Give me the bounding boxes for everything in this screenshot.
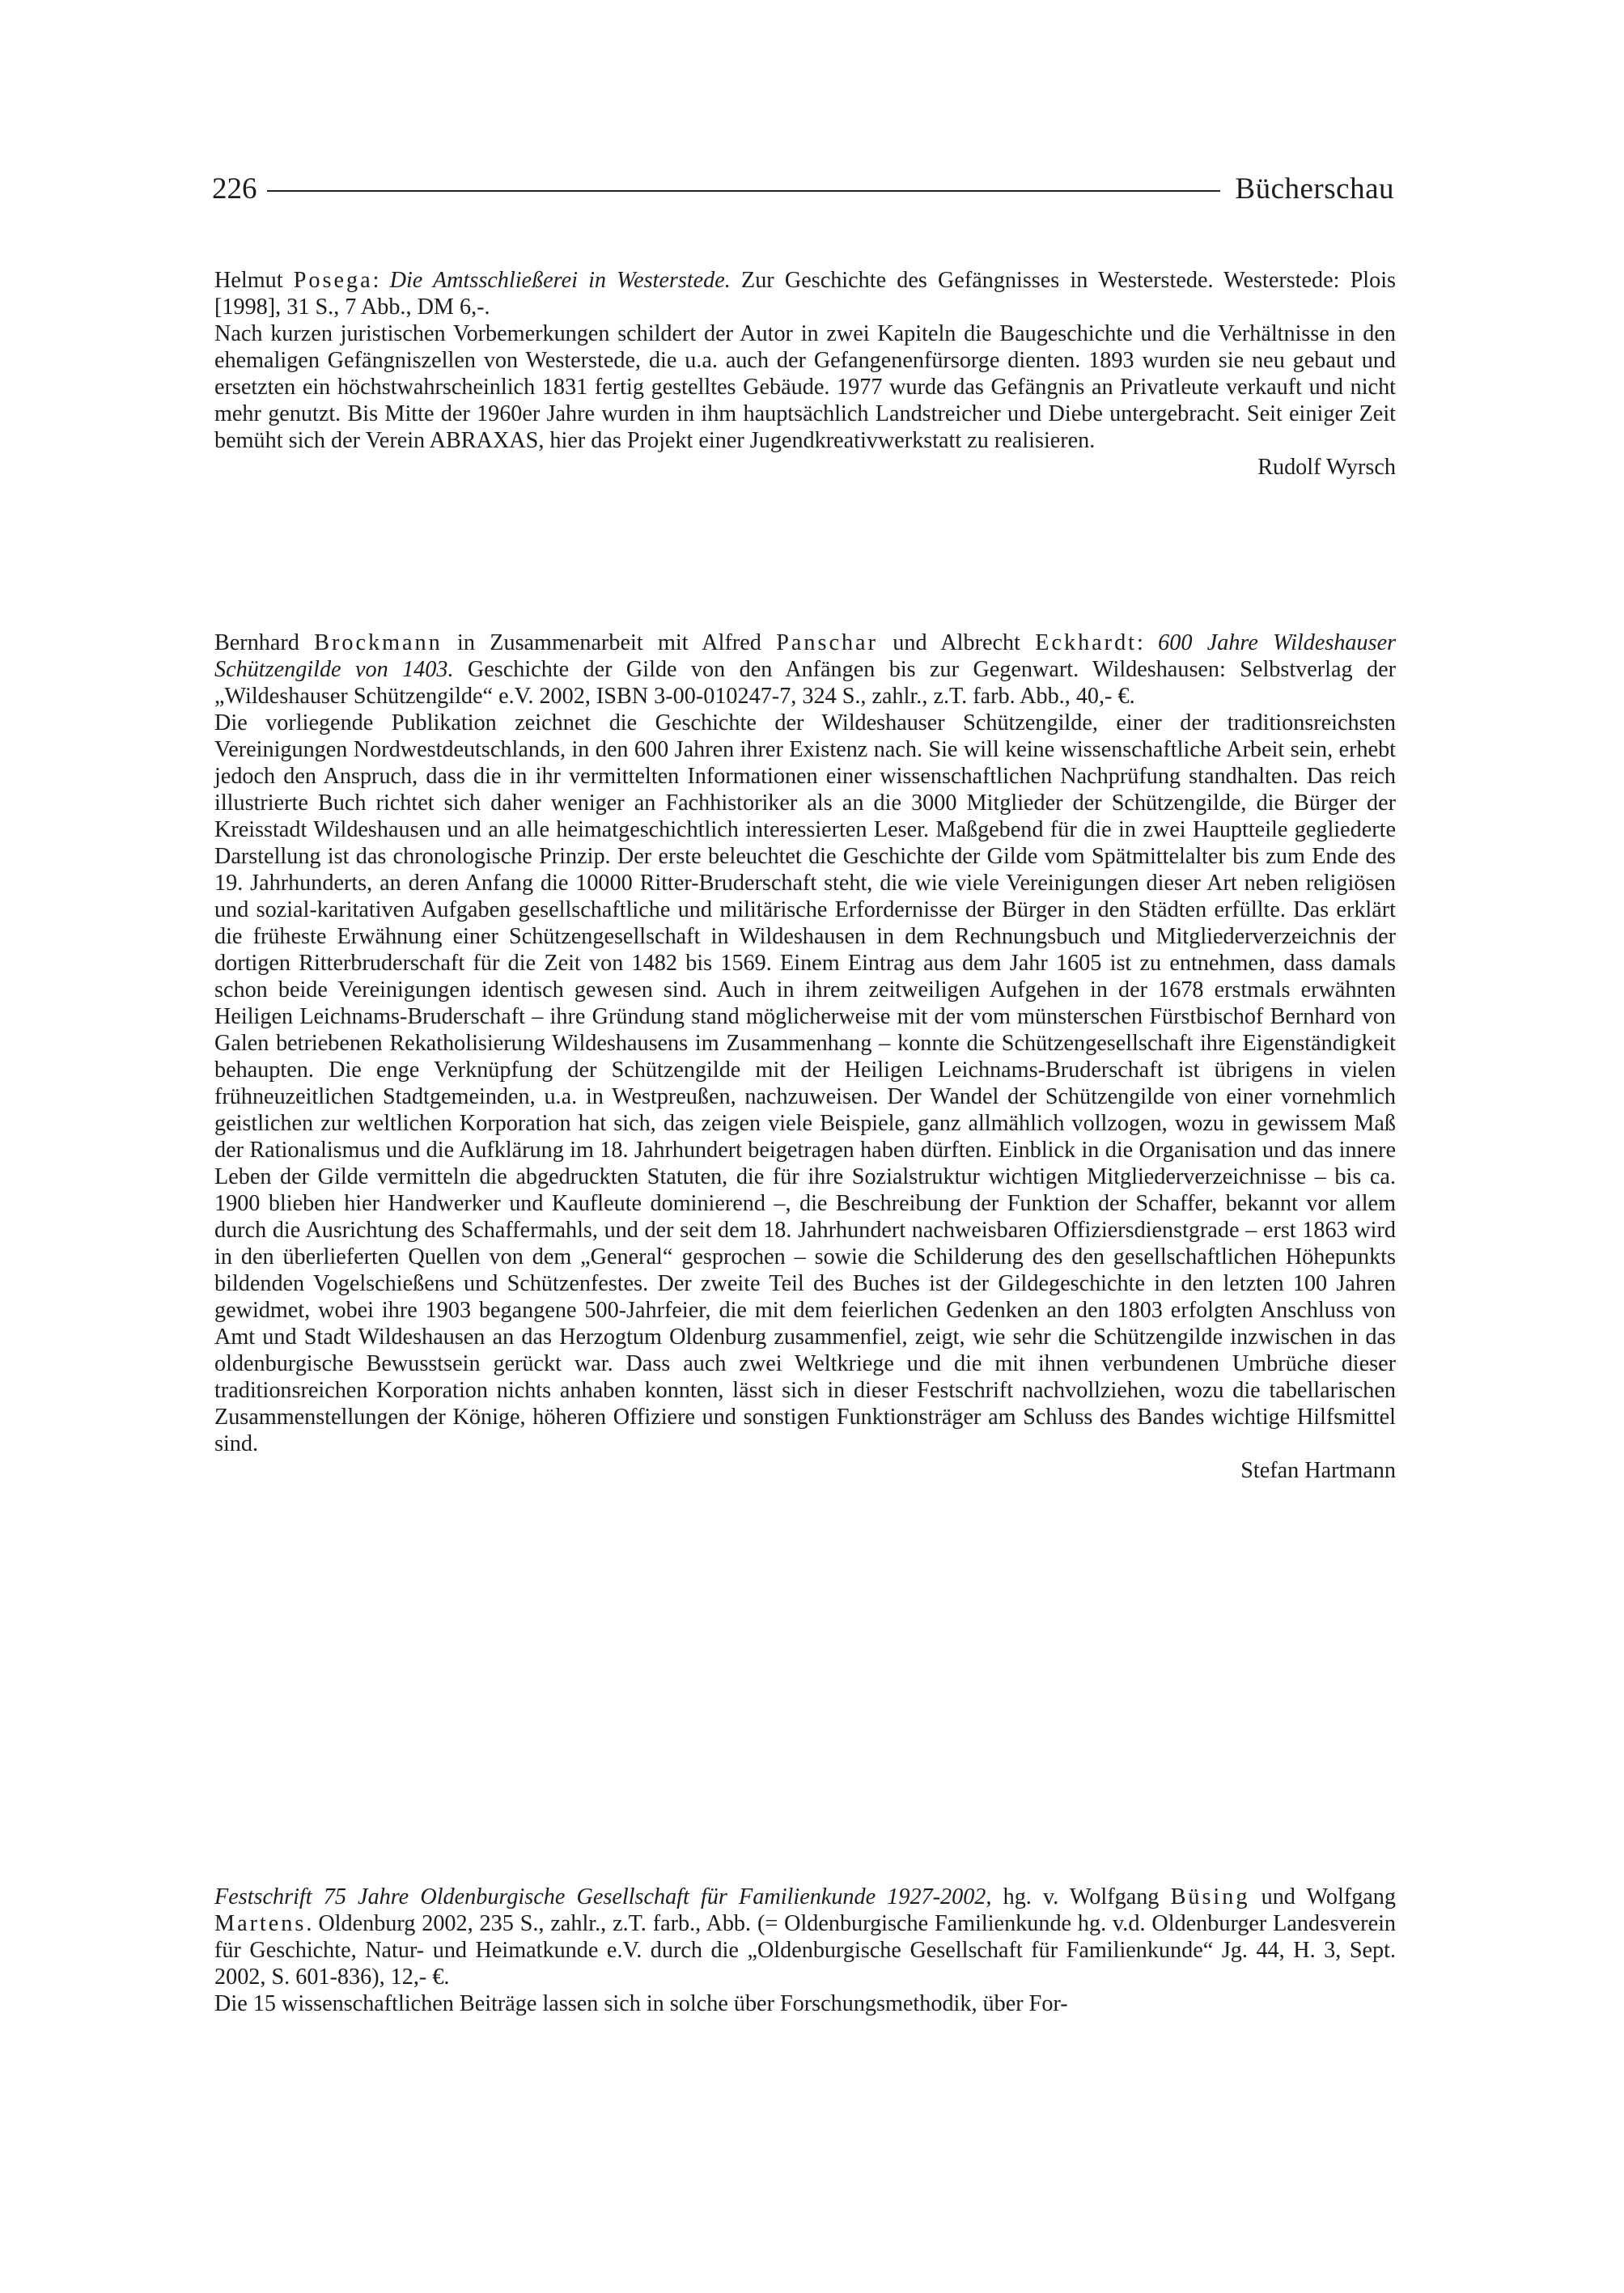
- book-title: 600 Jahre Wildeshauser Schützengilde von 1403.: [214, 630, 1397, 682]
- editor1-last: Büsing: [1170, 1884, 1250, 1909]
- review-citation: Festschrift 75 Jahre Oldenburgische Gesellschaft für Familienkunde 1927-2002, hg. v. Wolfgang Büsing und Wolfgang Martens. Oldenburg 2002, 235 S., zahlr., z.T. farb., Abb. (= Oldenburgische Familienkunde hg. v.d. Oldenburger Landesverein für Geschichte, Natur- und Heimatkunde e.V. durch die „Oldenburgische Gesellschaft für Familienkunde“ Jg. 44, H. 3, Sept. 2002, S. 601-836), 12,- €.: [214, 1884, 1397, 1990]
- collab-text: in Zusammenarbeit mit Alfred: [457, 630, 761, 655]
- book-title: Die Amtsschließerei in Westerstede.: [389, 268, 731, 293]
- bibliographic-info: Oldenburg 2002, 235 S., zahlr., z.T. farb., Abb. (= Oldenburgische Familienkunde hg. v.d. Oldenburger Landesverein für Geschichte, Natur- und Heimatkunde e.V. durch die „Oldenburgische Gesellschaft für Familienkunde“ Jg. 44, H. 3, Sept. 2002, S. 601-836), 12,- €.: [214, 1911, 1397, 1990]
- collab2-last: Eckhardt: [1035, 630, 1137, 655]
- review-body: Nach kurzen juristischen Vorbemerkungen schildert der Autor in zwei Kapiteln die Baugeschichte und die Verhältnisse in den ehemaligen Gefängniszellen von Westerstede, die u.a. auch der Gefangenenfürsorge dienten. 1893 wurden sie neu gebaut und ersetzten ein höchstwahrscheinlich 1831 fertig gestelltes Gebäude. 1977 wurde das Gefängnis an Privatleute verkauft und nicht mehr genutzt. Bis Mitte der 1960er Jahre wurden in ihm hauptsächlich Landstreicher und Diebe untergebracht. Seit einiger Zeit bemüht sich der Verein ABRAXAS, hier das Projekt einer Jugendkreativwerkstatt zu realisieren.: [214, 321, 1396, 453]
- review-body: Die vorliegende Publikation zeichnet die Geschichte der Wildeshauser Schützengilde, einer der traditionsreichsten Vereinigungen Nordwestdeutschlands, in den 600 Jahren ihrer Existenz nach. Sie will keine wissenschaftliche Arbeit sein, erhebt jedoch den Anspruch, dass die in ihr vermittelten Informationen einer wissenschaftlichen Nachprüfung standhalten. Das reich illustrierte Buch richtet sich daher weniger an Fachhistoriker als an die 3000 Mitglieder der Schützengilde, die Bürger der Kreisstadt Wildeshausen und an alle heimatgeschichtlich interessierten Leser. Maßgebend für die in zwei Hauptteile gegliederte Darstellung ist das chronologische Prinzip. Der erste beleuchtet die Geschichte der Gilde vom Spätmittelalter bis zum Ende des 19. Jahrhunderts, an deren Anfang die 10000 Ritter-Bruderschaft steht, die wie viele Vereinigungen dieser Art neben religiösen und sozial-karitativen Aufgaben gesellschaftliche und militärische Erfordernisse der Bürger in den Städten erfüllte. Das erklärt die früheste Erwähnung einer Schützengesellschaft in Wildeshausen in dem Rechnungsbuch und Mitgliederverzeichnis der dortigen Ritterbruderschaft für die Zeit von 1482 bis 1569. Einem Eintrag aus dem Jahr 1605 ist zu entnehmen, dass damals schon beide Vereinigungen identisch gewesen sind. Auch in ihrem zeitweiligen Aufgehen in der 1678 erstmals erwähnten Heiligen Leichnams-Bruderschaft – ihre Gründung stand möglicherweise mit der vom münsterschen Fürstbischof Bernhard von Galen betriebenen Rekatholisierung Wildeshausens im Zusammenhang – konnte die Schützengesellschaft ihre Eigenständigkeit behaupten. Die enge Verknüpfung der Schützengilde mit der Heiligen Leichnams-Bruderschaft ist übrigens in vielen frühneuzeitlichen Stadtgemeinden, u.a. in Westpreußen, nachzuweisen. Der Wandel der Schützengilde von einer vornehmlich geistlichen zur weltlichen Korporation hat sich, das zeigen viele Beispiele, ganz allmählich vollzogen, wozu in gewissem Maß der Rationalismus und die Aufklärung im 18. Jahrhundert beigetragen haben dürften. Einblick in die Organisation und das innere Leben der Gilde vermitteln die abgedruckten Statuten, die für ihre Sozialstruktur wichtigen Mitgliederverzeichnisse – bis ca. 1900 blieben hier Handwerker und Kaufleute dominierend –, die Beschreibung der Funktion der Schaffer, bekannt vor allem durch die Ausrichtung des Schaffermahls, und der seit dem 18. Jahrhundert nachweisbaren Offiziersdienstgrade – erst 1863 wird in den überlieferten Quellen von dem „General“ gesprochen – sowie die Schilderung des den gesellschaftlichen Höhepunkts bildenden Vogelschießens und Schützenfestes. Der zweite Teil des Buches ist der Gildegeschichte in den letzten 100 Jahren gewidmet, wobei ihre 1903 begangene 500-Jahrfeier, die mit dem feierlichen Gedenken an den 1803 erfolgten Anschluss von Amt und Stadt Wildeshausen an das Herzogtum Oldenburg zusammenfiel, zeigt, wie sehr die Schützengilde inzwischen in das oldenburgische Bewusstsein gerückt war. Dass auch zwei Weltkriege und die mit ihnen verbundenen Umbrüche dieser traditionsreichen Korporation nichts anhaben konnten, lässt sich in dieser Festschrift nachvollziehen, wozu die tabellarischen Zusammenstellungen der Könige, höheren Offiziere und sonstigen Funktionsträger am Schluss des Bandes wichtige Hilfsmittel sind.: [214, 710, 1396, 1456]
- review-brockmann: [214, 629, 1396, 1484]
- author-last: Brockmann: [314, 630, 443, 655]
- review-body: Die 15 wissenschaftlichen Beiträge lassen sich in solche über Forschungsmethodik, über For-: [214, 1991, 1068, 2016]
- reviewer-signature: Rudolf Wyrsch: [1257, 455, 1396, 480]
- header-rule: [267, 190, 1221, 192]
- bibliographic-info: Zur Geschichte des Gefängnisses in Westerstede. Westerstede: Plois [1998], 31 S., 7 Abb., DM 6,-.: [214, 268, 1397, 320]
- section-title: Bücherschau: [1235, 172, 1394, 206]
- editor2-last: Martens: [214, 1911, 307, 1936]
- review-citation: Helmut Posega: Die Amtsschließerei in Westerstede. Zur Geschichte des Gefängnisses in Westerstede. Westerstede: Plois [1998], 31 S., 7 Abb., DM 6,-.: [214, 268, 1397, 320]
- editors-and: und Wolfgang: [1261, 1884, 1396, 1909]
- author-last: Posega: [293, 268, 373, 293]
- review-citation: Bernhard Brockmann in Zusammenarbeit mit Alfred Panschar und Albrecht Eckhardt: 600 Jahre Wildeshauser Schützengilde von 1403. Geschichte der Gilde von den Anfängen bis zur Gegenwart. Wildeshausen: Selbstverlag der „Wildeshauser Schützengilde“ e.V. 2002, ISBN 3-00-010247-7, 324 S., zahlr., z.T. farb. Abb., 40,- €.: [214, 630, 1397, 709]
- page-header: [212, 168, 1394, 209]
- collab-and: und Albrecht: [893, 630, 1020, 655]
- author-first: Bernhard: [214, 630, 299, 655]
- reviewer-signature: Stefan Hartmann: [1240, 1458, 1396, 1483]
- review-posega: [214, 267, 1396, 481]
- review-festschrift: [214, 1884, 1396, 2017]
- book-title: Festschrift 75 Jahre Oldenburgische Gesellschaft für Familienkunde 1927-2002,: [214, 1884, 992, 1909]
- editors-prefix: hg. v. Wolfgang: [1003, 1884, 1160, 1909]
- collab1-last: Panschar: [776, 630, 878, 655]
- bibliographic-info: Geschichte der Gilde von den Anfängen bis zur Gegenwart. Wildeshausen: Selbstverlag der „Wildeshauser Schützengilde“ e.V. 2002, ISBN 3-00-010247-7, 324 S., zahlr., z.T. farb. Abb., 40,- €.: [214, 657, 1396, 709]
- author-first: Helmut: [214, 268, 283, 293]
- page-number: 226: [212, 172, 257, 206]
